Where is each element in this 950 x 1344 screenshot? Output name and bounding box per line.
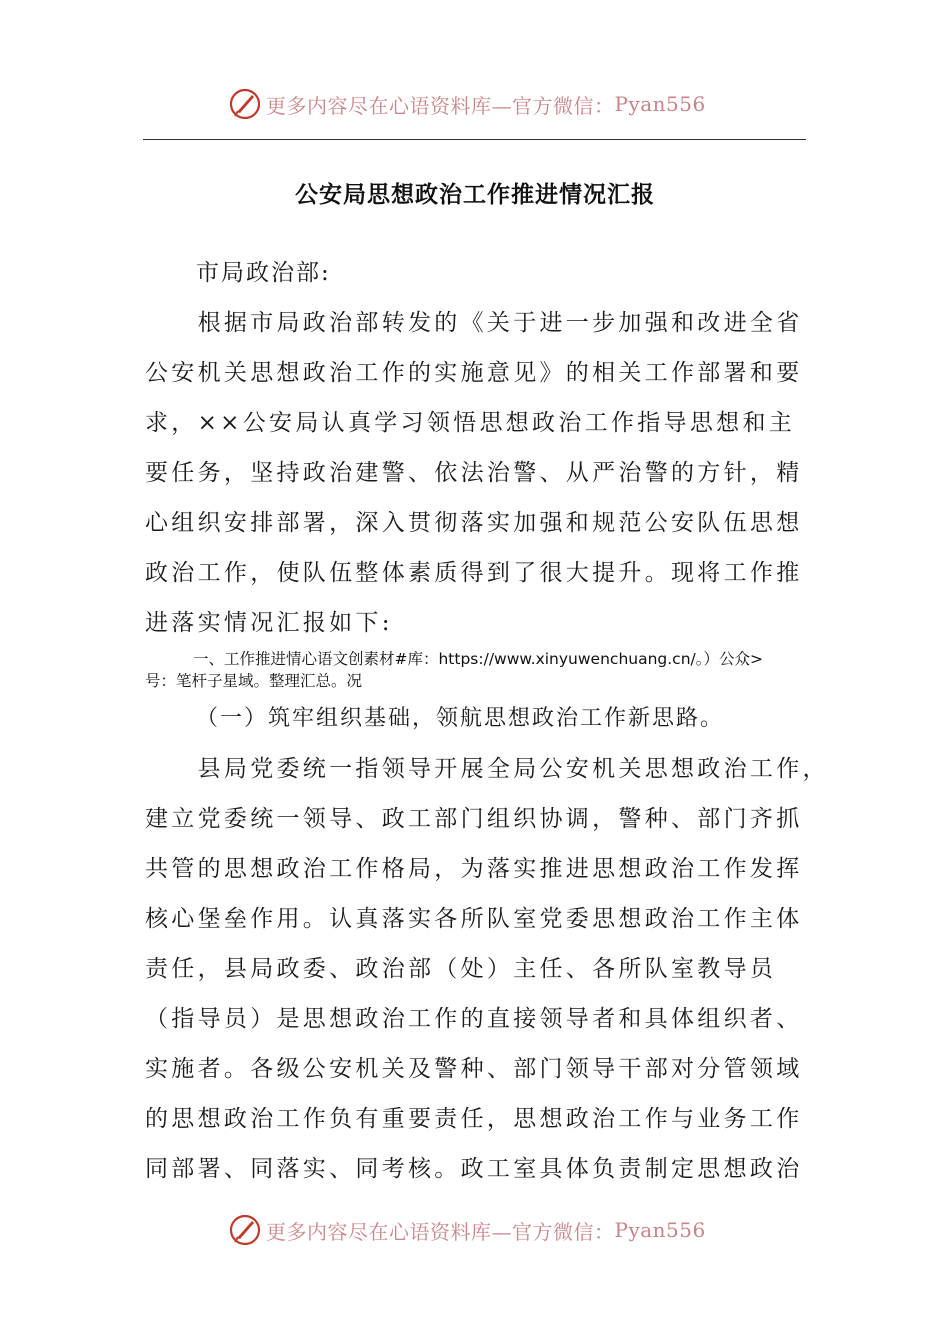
- note-line: 号：笔杆子星域。整理汇总。况: [145, 672, 363, 690]
- banner-wechat-id: Pyan556: [614, 1218, 706, 1242]
- quill-pen-circle-icon: [228, 1213, 262, 1247]
- banner-wechat-id: Pyan556: [614, 92, 706, 116]
- note-line: 一、工作推进情心语文创素材#库：https://www.xinyuwenchuang.cn/。）公众>: [193, 650, 763, 668]
- text-line: 公安机关思想政治工作的实施意见》的相关工作部署和要: [145, 360, 803, 386]
- document-title: 公安局思想政治工作推进情况汇报: [295, 181, 655, 208]
- text-line: 政治工作，使队伍整体素质得到了很大提升。现将工作推: [145, 560, 803, 586]
- text-line: 求，××公安局认真学习领悟思想政治工作指导思想和主: [145, 410, 796, 436]
- text-line: 建立党委统一领导、政工部门组织协调，警种、部门齐抓: [145, 806, 803, 832]
- text-line: 进落实情况汇报如下:: [145, 610, 393, 636]
- header-divider: [143, 139, 806, 140]
- text-line: 县局党委统一指领导开展全局公安机关思想政治工作，: [145, 756, 829, 782]
- text-line: 责任，县局政委、政治部（处）主任、各所队室教导员: [145, 956, 777, 982]
- intro-paragraph: [145, 298, 808, 648]
- text-line: 心组织安排部署，深入贯彻落实加强和规范公安队伍思想: [145, 510, 803, 536]
- text-line: 共管的思想政治工作格局，为落实推进思想政治工作发挥: [145, 856, 803, 882]
- section-subheading: （一）筑牢组织基础，领航思想政治工作新思路。: [196, 706, 725, 731]
- source-note: [145, 648, 815, 692]
- footer-banner: [0, 1210, 950, 1250]
- header-banner: [0, 84, 950, 124]
- salutation: 市局政治部:: [196, 260, 331, 286]
- text-line: 要任务，坚持政治建警、依法治警、从严治警的方针，精: [145, 460, 803, 486]
- text-line: （指导员）是思想政治工作的直接领导者和具体组织者、: [145, 1006, 803, 1032]
- text-line: 核心堡垒作用。认真落实各所队室党委思想政治工作主体: [145, 906, 803, 932]
- quill-pen-circle-icon: [228, 87, 262, 121]
- body-paragraph: [145, 744, 829, 1194]
- banner-text: 更多内容尽在心语资料库—官方微信：: [266, 93, 615, 118]
- text-line: 同部署、同落实、同考核。政工室具体负责制定思想政治: [145, 1156, 803, 1182]
- text-line: 实施者。各级公安机关及警种、部门领导干部对分管领域: [145, 1056, 803, 1082]
- text-line: 的思想政治工作负有重要责任，思想政治工作与业务工作: [145, 1106, 803, 1132]
- banner-text: 更多内容尽在心语资料库—官方微信：: [266, 1219, 615, 1244]
- text-line: 根据市局政治部转发的《关于进一步加强和改进全省: [145, 310, 803, 336]
